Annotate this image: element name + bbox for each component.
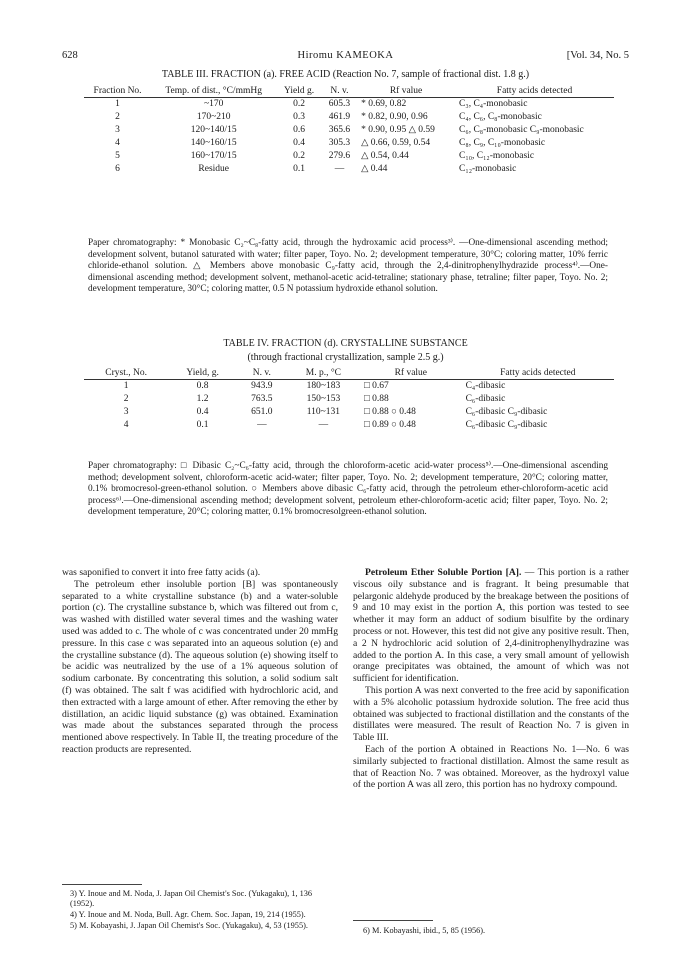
right-paragraph-2: This portion A was next converted to the free acid by saponification with a 5% alcoholic potassium hydroxide solution. The free acid thus obtained was subjected to fractional distillation and the constants of the distillates were measured. The result of Reaction No. 7 is given in Table III. [353, 684, 629, 744]
table4 [84, 368, 614, 432]
table4-header-2: N. v. [237, 368, 287, 380]
table3-cell: 279.6 [328, 151, 351, 161]
table-row [84, 111, 614, 124]
table3-cell: 4 [115, 138, 120, 148]
table3-cell: 305.3 [328, 138, 351, 148]
table3-cell: △ 0.66, 0.59, 0.54 [361, 138, 431, 148]
table4-header-3: M. p., °C [287, 368, 360, 380]
table3-cell: * 0.90, 0.95 △ 0.59 [361, 125, 435, 135]
table3-cell: 120~140/15 [190, 125, 237, 135]
table4-cell: 0.4 [196, 407, 209, 417]
table3-cell: 0.2 [293, 99, 306, 109]
table3-header-0: Fraction No. [84, 86, 151, 98]
table4-cell: C₆-dibasic C₉-dibasic [465, 407, 548, 417]
table-row [84, 163, 614, 176]
table4-cell: 651.0 [251, 407, 273, 417]
footnote-5: 5) M. Kobayashi, J. Japan Oil Chemist's Soc. (Yukagaku), 4, 53 (1955). [70, 921, 308, 930]
table3 [84, 86, 614, 176]
table3-cell: 365.6 [328, 125, 351, 135]
table3-cell: 1 [115, 99, 120, 109]
table3-cell: 160~170/15 [190, 151, 237, 161]
table4-cell: □ 0.88 ○ 0.48 [364, 407, 416, 417]
left-paragraph-1: was saponified to convert it into free fatty acids (a). [62, 567, 261, 578]
left-column [62, 567, 338, 756]
table3-cell: * 0.82, 0.90, 0.96 [361, 112, 428, 122]
table3-cell: C₄, C₆, C₈-monobasic [459, 112, 542, 122]
section-heading: Petroleum Ether Soluble Portion [A]. [365, 567, 522, 578]
table3-cell: 605.3 [328, 99, 351, 109]
table4-cell: 2 [123, 394, 129, 404]
table4-cell: 0.8 [196, 381, 209, 391]
footnotes-right [363, 926, 629, 937]
table3-header-4: Rf value [357, 86, 455, 98]
table-row [84, 137, 614, 150]
table4-cell: 150~153 [306, 394, 341, 404]
table3-note: Paper chromatography: * Monobasic C₂~C₈-fatty acid, through the hydroxamic acid process³⁾. —One-dimensional ascending method; development solvent, butanol saturated with water; filter paper, Toyo. No. 2; development temperature, 30°C; coloring matter, 10% ferric chloride-ethanol solution. △ Members above monobasic C₉-fatty acid, through the 2,4-dinitrophenylhydrazide process⁴⁾.—One-dimensional ascending method; development solvent, methanol-acetic acid-tetraline; stationary phase, tetraline; filter paper, Toyo. No. 2; development temperature, 30°C; coloring matter, 0.5 N potassium hydroxide ethanol solution. [88, 238, 608, 295]
table3-cell: 0.4 [293, 138, 306, 148]
table3-cell: C₃, C₄-monobasic [459, 99, 528, 109]
table-row [84, 124, 614, 137]
table4-cell: □ 0.89 ○ 0.48 [364, 420, 416, 430]
table3-cell: 170~210 [196, 112, 231, 122]
table4-cell: C₆-dibasic [465, 394, 506, 404]
table3-cell: 3 [115, 125, 120, 135]
left-paragraph-2: The petroleum ether insoluble portion [B] was spontaneously separated to a white crystalline substance (b) and a water-soluble portion (c). The crystalline substance b, which was filtered out from c, was washed with distilled water several times and the washing water used was added to c. The whole of c was concentrated under 20 mmHg pressure. In this case c was separated into an aqueous solution (e) and the crystalline substance (d). The aqueous solution (e) showing itself to be acidic was neutralized by the use of a 1% aqueous solution of sodium carbonate. By concentrating this solution, a solid sodium salt (f) was obtained. The salt f was acidified with hydrochloric acid, and then extracted with a large amount of ether. After removing the ether by distillation, an acidic liquid substance (g) was obtained. Examination was made about the substances separated through the process mentioned above respectively. In Table II, the treating procedure of the reaction products are represented. [62, 578, 338, 755]
table4-cell: 4 [123, 420, 129, 430]
footnotes-left [70, 889, 338, 932]
table4-cell: 180~183 [306, 381, 341, 391]
table3-cell: 0.1 [293, 164, 306, 174]
table3-header-3: N. v. [322, 86, 357, 98]
footnote-rule-right [353, 920, 433, 921]
table4-cell: 763.5 [251, 394, 273, 404]
table4-cell: 0.1 [196, 420, 209, 430]
table4-cell: 1 [123, 381, 129, 391]
table4-cell: 943.9 [251, 381, 273, 391]
table4-cell: 110~131 [306, 407, 341, 417]
footnote-3: 3) Y. Inoue and M. Noda, J. Japan Oil Chemist's Soc. (Yukagaku), 1, 136 (1952). [70, 889, 313, 908]
table3-cell: 2 [115, 112, 120, 122]
table3-cell: — [334, 164, 345, 174]
footnote-6: 6) M. Kobayashi, ibid., 5, 85 (1956). [363, 926, 486, 935]
table-row [84, 380, 614, 394]
table4-header-0: Cryst., No. [84, 368, 168, 380]
table3-cell: C₁₂-monobasic [459, 164, 517, 174]
table4-caption-line1: TABLE IV. FRACTION (d). CRYSTALLINE SUBSTANCE [223, 338, 468, 349]
table3-cell: 0.6 [293, 125, 306, 135]
table-row [84, 419, 614, 432]
table4-caption-line2: (through fractional crystallization, sample 2.5 g.) [247, 352, 444, 363]
right-paragraph-1: — This portion is a rather viscous oily substance and is fragrant. It being presumable that pelargonic aldehyde produced by the breakage between the positions of 9 and 10 may exist in the portion A, this portion was tested to see whether it may form an adduct of sodium bisulfite by the ordinary process or not. However, this test did not give any positive result. Then, a 2 N hydrochloric acid solution of 2,4-dinitrophenylhydrazine was added to the portion A. In this case, a very small amount of yellowish orange precipitates was obtained, the amount of which was not sufficient for identification. [353, 567, 629, 685]
table3-cell: * 0.69, 0.82 [361, 99, 407, 109]
table3-cell: C₁₀, C₁₂-monobasic [459, 151, 535, 161]
table4-note: Paper chromatography: □ Dibasic C₂~C₆-fatty acid, through the chloroform-acetic acid-water process⁵⁾.—One-dimensional ascending method; development solvent, chloroform-acetic acid-water; filter paper, Toyo. No. 2; development temperature, 20°C; coloring matter, 0.1% bromocresol-green-ethanol solution. ○ Members above dibasic C₆-fatty acid, through the petroleum ether-chloroform-acetic acid process⁶⁾.—One-dimensional ascending method; development solvent, petroleum ether-chloroform-acetic acid; filter paper, Toyo. No. 2; development temperature, 20°C; coloring matter, 0.1% bromocresolgreen-ethanol solution. [88, 461, 608, 518]
table3-header-2: Yield g. [276, 86, 322, 98]
table3-cell: Residue [198, 164, 229, 174]
table3-header-1: Temp. of dist., °C/mmHg [151, 86, 276, 98]
table4-cell: C₆-dibasic C₉-dibasic [465, 420, 548, 430]
table4-cell: 1.2 [196, 394, 209, 404]
table4-cell: □ 0.67 [364, 381, 389, 391]
table-row [84, 393, 614, 406]
table4-cell: — [318, 420, 329, 430]
right-paragraph-3: Each of the portion A obtained in Reactions No. 1—No. 6 was similarly subjected to fractional distillation. Almost the same result as that of Reaction No. 7 was obtained. Moreover, as the hydroxyl value of the portion A was all zero, this portion has no hydroxy compound. [353, 743, 629, 791]
footnote-4: 4) Y. Inoue and M. Noda, Bull. Agr. Chem. Soc. Japan, 19, 214 (1955). [70, 910, 306, 919]
table3-cell: C₈, C₉, C₁₀-monobasic [459, 138, 546, 148]
table3-cell: △ 0.54, 0.44 [361, 151, 409, 161]
table3-header-5: Fatty acids detected [455, 86, 614, 98]
table3-cell: 461.9 [328, 112, 351, 122]
table4-cell: — [257, 420, 267, 430]
running-author: Hiromu KAMEOKA [297, 50, 394, 61]
table3-cell: △ 0.44 [361, 164, 388, 174]
table4-cell: C₄-dibasic [465, 381, 506, 391]
table3-cell: 5 [115, 151, 120, 161]
table3-cell: 140~160/15 [190, 138, 237, 148]
table4-cell: 3 [123, 407, 129, 417]
table3-cell: 0.2 [293, 151, 306, 161]
table3-cell: 6 [115, 164, 120, 174]
table4-cell: □ 0.88 [364, 394, 389, 404]
table-row [84, 406, 614, 419]
table3-cell: C₆, C₈-monobasic C₉-monobasic [459, 125, 584, 135]
table4-header-4: Rf value [360, 368, 462, 380]
table4-header-5: Fatty acids detected [462, 368, 614, 380]
page-number: 628 [62, 50, 78, 61]
right-column [353, 567, 629, 791]
table3-cell: 0.3 [293, 112, 306, 122]
volume-info: [Vol. 34, No. 5 [566, 50, 629, 61]
table3-cell: ~170 [204, 99, 224, 109]
table3-caption: TABLE III. FRACTION (a). FREE ACID (Reaction No. 7, sample of fractional dist. 1.8 g.) [161, 69, 530, 80]
footnote-rule-left [62, 884, 142, 885]
table-row [84, 98, 614, 112]
table4-header-1: Yield, g. [168, 368, 237, 380]
table-row [84, 150, 614, 163]
